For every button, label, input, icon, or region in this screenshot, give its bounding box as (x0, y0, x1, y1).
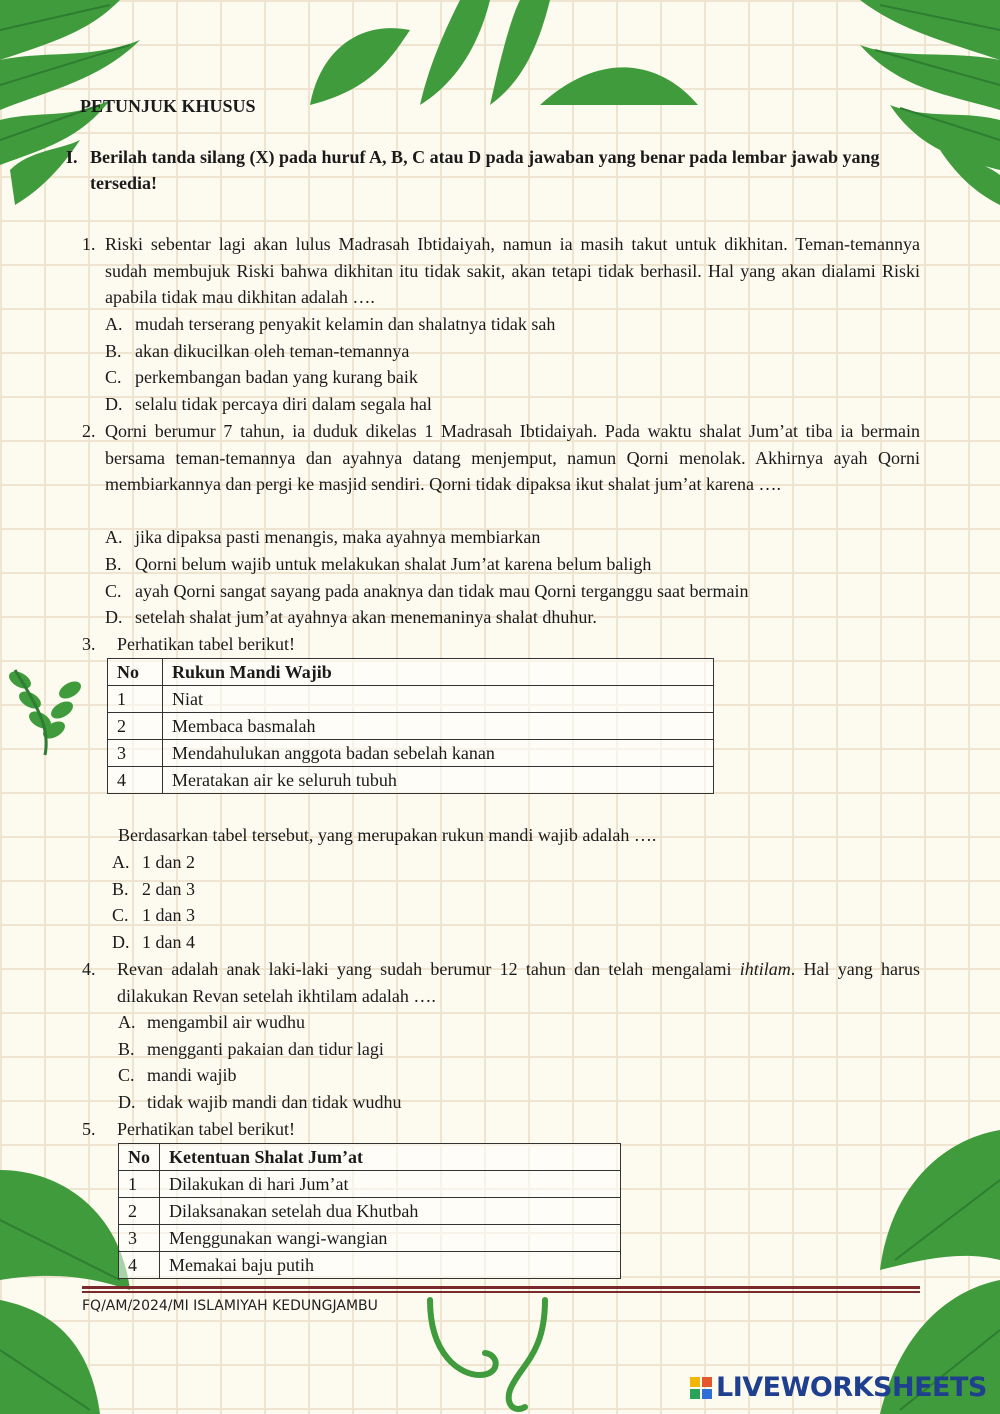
option-letter: C. (118, 1065, 135, 1085)
liveworksheets-brand[interactable] (690, 1372, 987, 1403)
footer-divider-secondary (82, 1291, 920, 1293)
question-2 (82, 418, 920, 498)
option-letter: A. (105, 527, 123, 547)
question-3-text: Berdasarkan tabel tersebut, yang merupakan rukun mandi wajib adalah …. (118, 825, 657, 845)
q1-option-a[interactable] (105, 311, 555, 338)
option-letter: B. (118, 1039, 135, 1059)
table-cell: 2 (119, 1198, 160, 1225)
option-text: akan dikucilkan oleh teman-temannya (135, 341, 410, 361)
option-letter: D. (118, 1092, 136, 1112)
table-cell: Dilakukan di hari Jum’at (160, 1171, 621, 1198)
leaf-decoration-top-center (300, 0, 700, 110)
table-cell: 4 (119, 1252, 160, 1279)
option-letter: C. (105, 367, 122, 387)
option-letter: D. (112, 932, 130, 952)
q2-option-b[interactable] (105, 551, 651, 578)
option-text: 1 dan 4 (142, 932, 195, 952)
option-letter: D. (105, 394, 123, 414)
question-text (117, 956, 920, 1009)
table-header: No (119, 1144, 160, 1171)
q1-option-b[interactable] (105, 338, 409, 365)
option-text: setelah shalat jum’at ayahnya akan menemaninya shalat dhuhur. (135, 607, 597, 627)
question-3-intro (82, 631, 295, 658)
instruction-number: I. (66, 147, 78, 167)
table-row (108, 767, 714, 794)
q3-option-c[interactable] (112, 902, 195, 929)
option-text: ayah Qorni sangat sayang pada anaknya dan tidak mau Qorni terganggu saat bermain (135, 581, 749, 601)
option-letter: B. (105, 341, 122, 361)
question-intro: Perhatikan tabel berikut! (117, 634, 295, 654)
question-1 (82, 231, 920, 311)
question-4 (82, 956, 920, 1009)
option-letter: B. (112, 879, 129, 899)
brand-text: LIVEWORKSHEETS (716, 1372, 987, 1403)
table-row (108, 713, 714, 740)
option-text: 1 dan 3 (142, 905, 195, 925)
table-cell: Niat (163, 686, 714, 713)
table-cell: Membaca basmalah (163, 713, 714, 740)
option-letter: C. (112, 905, 129, 925)
table-header: Rukun Mandi Wajib (163, 659, 714, 686)
table-cell: 4 (108, 767, 163, 794)
table-cell: Menggunakan wangi-wangian (160, 1225, 621, 1252)
footer-divider (82, 1286, 920, 1289)
option-letter: A. (112, 852, 130, 872)
leaf-sprig-left (0, 660, 110, 760)
question-text-part: Revan adalah anak laki-laki yang sudah berumur 12 tahun dan telah mengalami (117, 959, 740, 979)
q1-option-c[interactable] (105, 364, 418, 391)
table-cell: 3 (108, 740, 163, 767)
q5-table (118, 1143, 621, 1279)
table-row (108, 686, 714, 713)
table-cell: 2 (108, 713, 163, 740)
question-number: 1. (82, 234, 96, 254)
q4-option-a[interactable] (118, 1009, 305, 1036)
option-text: selalu tidak percaya diri dalam segala hal (135, 394, 432, 414)
instruction-text: Berilah tanda silang (X) pada huruf A, B, C atau D pada jawaban yang benar pada lembar jawab yang tersedia! (90, 147, 880, 193)
q3-table (107, 658, 714, 794)
table-row (119, 1225, 621, 1252)
table-cell: 3 (119, 1225, 160, 1252)
q3-option-a[interactable] (112, 849, 195, 876)
q1-option-d[interactable] (105, 391, 432, 418)
liveworksheets-logo-icon (690, 1377, 712, 1399)
table-header-row (108, 659, 714, 686)
question-text: Qorni berumur 7 tahun, ia duduk dikelas 1 Madrasah Ibtidaiyah. Pada waktu shalat Jum’at tiba ia bermain bersama teman-temannya dan ayahnya datang menjemput, namun Qorni menolak. Akhirnya ayah Qorni membiarkannya dan pergi ke masjid sendiri. Qorni tidak dipaksa ikut shalat jum’at karena …. (105, 421, 920, 495)
question-text-part: . Hal yang harus dilakukan Revan setelah ikhtilam adalah …. (117, 959, 920, 1006)
table-cell: Meratakan air ke seluruh tubuh (163, 767, 714, 794)
q4-option-c[interactable] (118, 1062, 236, 1089)
question-5-intro (82, 1116, 295, 1143)
table-row (119, 1252, 621, 1279)
table-header: No (108, 659, 163, 686)
option-letter: A. (105, 314, 123, 334)
q4-option-b[interactable] (118, 1036, 384, 1063)
option-text: mengambil air wudhu (147, 1012, 305, 1032)
table-cell: 1 (108, 686, 163, 713)
question-number: 2. (82, 421, 96, 441)
page-title: PETUNJUK KHUSUS (80, 96, 256, 116)
option-text: mandi wajib (147, 1065, 237, 1085)
table-row (108, 740, 714, 767)
option-letter: B. (105, 554, 122, 574)
option-text: jika dipaksa pasti menangis, maka ayahnya membiarkan (135, 527, 541, 547)
option-letter: C. (105, 581, 122, 601)
table-row (119, 1198, 621, 1225)
q2-option-d[interactable] (105, 604, 597, 631)
option-text: Qorni belum wajib untuk melakukan shalat Jum’at karena belum baligh (135, 554, 652, 574)
option-text: 1 dan 2 (142, 852, 195, 872)
option-letter: A. (118, 1012, 136, 1032)
table-header: Ketentuan Shalat Jum’at (160, 1144, 621, 1171)
option-text: mudah terserang penyakit kelamin dan shalatnya tidak sah (135, 314, 556, 334)
table-cell: Mendahulukan anggota badan sebelah kanan (163, 740, 714, 767)
q2-option-a[interactable] (105, 524, 540, 551)
table-cell: Dilaksanakan setelah dua Khutbah (160, 1198, 621, 1225)
question-number: 5. (82, 1119, 96, 1139)
instruction (66, 144, 896, 196)
option-text: 2 dan 3 (142, 879, 195, 899)
table-row (119, 1171, 621, 1198)
option-text: perkembangan badan yang kurang baik (135, 367, 418, 387)
table-cell: Memakai baju putih (160, 1252, 621, 1279)
question-intro: Perhatikan tabel berikut! (117, 1119, 295, 1139)
question-number: 3. (82, 634, 96, 654)
table-cell: 1 (119, 1171, 160, 1198)
q2-option-c[interactable] (105, 578, 748, 605)
q3-option-d[interactable] (112, 929, 195, 956)
q4-option-d[interactable] (118, 1089, 401, 1116)
question-text-italic: ihtilam (739, 959, 791, 979)
question-number: 4. (82, 959, 96, 979)
footer-code: FQ/AM/2024/MI ISLAMIYAH KEDUNGJAMBU (82, 1298, 378, 1314)
option-text: tidak wajib mandi dan tidak wudhu (147, 1092, 402, 1112)
q3-option-b[interactable] (112, 876, 195, 903)
vine-decoration-bottom (420, 1295, 560, 1414)
option-letter: D. (105, 607, 123, 627)
question-text: Riski sebentar lagi akan lulus Madrasah Ibtidaiyah, namun ia masih takut untuk dikhitan. Teman-temannya sudah membujuk Riski bahwa dikhitan itu tidak sakit, akan tetapi tidak berhasil. Hal yang akan dialami Riski apabila tidak mau dikhitan adalah …. (105, 234, 920, 308)
table-header-row (119, 1144, 621, 1171)
option-text: mengganti pakaian dan tidur lagi (147, 1039, 384, 1059)
